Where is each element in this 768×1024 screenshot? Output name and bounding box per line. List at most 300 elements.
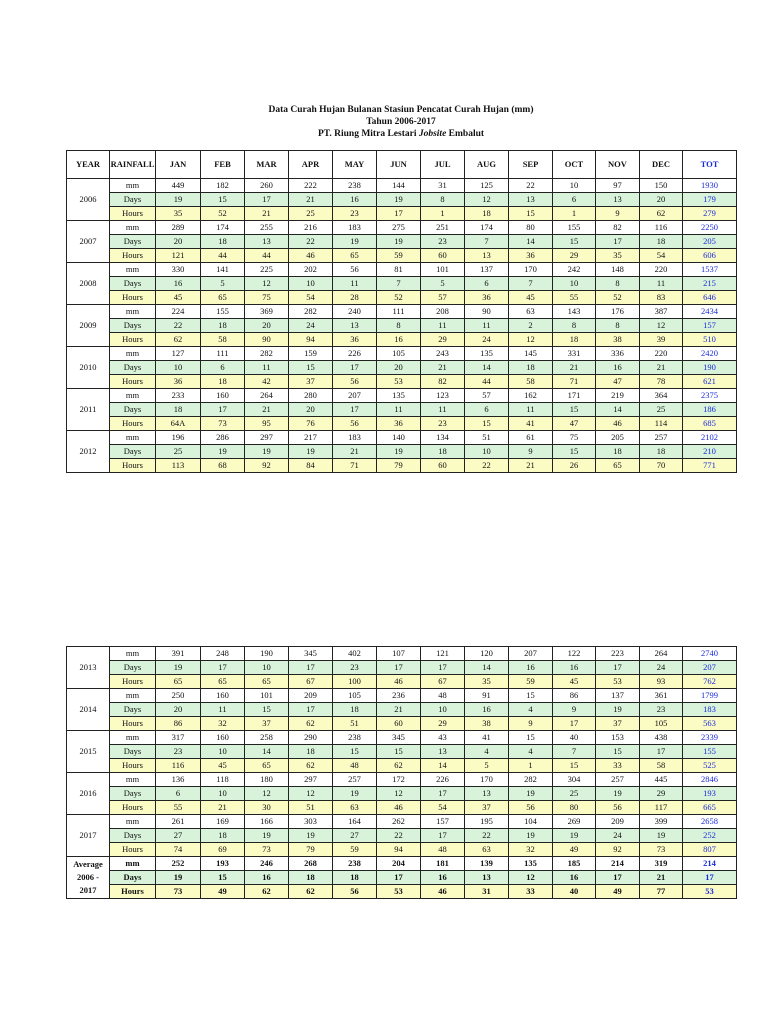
value-cell: 18 [333, 703, 377, 717]
rainfall-label: Hours [110, 333, 156, 347]
value-cell: 12 [377, 787, 421, 801]
value-cell: 260 [245, 179, 289, 193]
value-cell: 11 [421, 319, 465, 333]
value-cell: 205 [596, 431, 640, 445]
value-cell: 155 [553, 221, 596, 235]
rainfall-label: mm [110, 347, 156, 361]
value-cell: 17 [421, 787, 465, 801]
value-cell: 361 [640, 689, 683, 703]
value-cell: 1 [553, 207, 596, 221]
table-row [67, 263, 737, 277]
value-cell: 226 [421, 773, 465, 787]
value-cell: 195 [465, 815, 509, 829]
table-row [67, 731, 737, 745]
header-may: MAY [333, 151, 377, 179]
rainfall-label: mm [110, 221, 156, 235]
rainfall-label: mm [110, 857, 156, 871]
average-year-cell [67, 857, 110, 899]
value-cell: 18 [640, 445, 683, 459]
average-value-cell: 193 [201, 857, 245, 871]
header-row [67, 151, 737, 179]
value-cell: 13 [596, 193, 640, 207]
value-cell: 56 [333, 375, 377, 389]
value-cell: 331 [553, 347, 596, 361]
total-cell: 563 [683, 717, 737, 731]
header-dec: DEC [640, 151, 683, 179]
table-row [67, 689, 737, 703]
value-cell: 15 [553, 445, 596, 459]
value-cell: 172 [377, 773, 421, 787]
value-cell: 91 [465, 689, 509, 703]
value-cell: 17 [245, 193, 289, 207]
rainfall-label: Days [110, 235, 156, 249]
value-cell: 121 [156, 249, 201, 263]
value-cell: 19 [289, 829, 333, 843]
value-cell: 21 [421, 361, 465, 375]
value-cell: 155 [201, 305, 245, 319]
rainfall-label: Hours [110, 207, 156, 221]
value-cell: 150 [640, 179, 683, 193]
year-cell: 2010 [67, 347, 110, 389]
value-cell: 164 [333, 815, 377, 829]
value-cell: 37 [596, 717, 640, 731]
title-line-3-prefix: PT. Riung Mitra Lestari [317, 129, 419, 139]
value-cell: 15 [465, 417, 509, 431]
total-cell: 215 [683, 277, 737, 291]
value-cell: 21 [201, 801, 245, 815]
value-cell: 7 [465, 235, 509, 249]
value-cell: 111 [377, 305, 421, 319]
total-cell: 205 [683, 235, 737, 249]
value-cell: 21 [640, 361, 683, 375]
value-cell: 264 [640, 647, 683, 661]
rainfall-table-2006-2012 [66, 150, 737, 473]
year-cell: 2008 [67, 263, 110, 305]
header-tot: TOT [683, 151, 737, 179]
value-cell: 35 [465, 675, 509, 689]
value-cell: 116 [156, 759, 201, 773]
value-cell: 47 [596, 375, 640, 389]
value-cell: 19 [640, 829, 683, 843]
year-cell: 2007 [67, 221, 110, 263]
value-cell: 250 [156, 689, 201, 703]
value-cell: 243 [421, 347, 465, 361]
value-cell: 207 [333, 389, 377, 403]
value-cell: 208 [421, 305, 465, 319]
value-cell: 217 [289, 431, 333, 445]
value-cell: 46 [596, 417, 640, 431]
value-cell: 282 [509, 773, 553, 787]
value-cell: 41 [509, 417, 553, 431]
average-value-cell: 16 [421, 871, 465, 885]
title-line-3-italic: Jobsite [418, 129, 447, 139]
value-cell: 14 [421, 759, 465, 773]
value-cell: 122 [553, 647, 596, 661]
value-cell: 63 [509, 305, 553, 319]
value-cell: 23 [333, 661, 377, 675]
value-cell: 82 [596, 221, 640, 235]
value-cell: 53 [377, 375, 421, 389]
value-cell: 111 [201, 347, 245, 361]
average-total-cell: 53 [683, 885, 737, 899]
value-cell: 65 [245, 759, 289, 773]
rainfall-label: Hours [110, 375, 156, 389]
value-cell: 60 [377, 717, 421, 731]
value-cell: 257 [640, 431, 683, 445]
value-cell: 176 [596, 305, 640, 319]
average-value-cell: 16 [245, 871, 289, 885]
value-cell: 2 [509, 319, 553, 333]
value-cell: 63 [465, 843, 509, 857]
average-value-cell: 18 [333, 871, 377, 885]
value-cell: 15 [245, 703, 289, 717]
value-cell: 54 [640, 249, 683, 263]
total-cell: 807 [683, 843, 737, 857]
value-cell: 17 [596, 235, 640, 249]
value-cell: 160 [201, 731, 245, 745]
value-cell: 4 [509, 745, 553, 759]
value-cell: 12 [465, 193, 509, 207]
value-cell: 143 [553, 305, 596, 319]
average-value-cell: 49 [201, 885, 245, 899]
value-cell: 25 [553, 787, 596, 801]
value-cell: 17 [596, 661, 640, 675]
average-year-line: Average [73, 859, 103, 869]
average-value-cell: 185 [553, 857, 596, 871]
value-cell: 55 [156, 801, 201, 815]
value-cell: 73 [201, 417, 245, 431]
table-row [67, 759, 737, 773]
value-cell: 37 [289, 375, 333, 389]
value-cell: 43 [421, 731, 465, 745]
value-cell: 73 [640, 843, 683, 857]
total-cell: 2339 [683, 731, 737, 745]
value-cell: 166 [245, 815, 289, 829]
value-cell: 32 [201, 717, 245, 731]
average-value-cell: 18 [289, 871, 333, 885]
value-cell: 29 [640, 787, 683, 801]
value-cell: 39 [640, 333, 683, 347]
value-cell: 24 [289, 319, 333, 333]
value-cell: 45 [553, 675, 596, 689]
value-cell: 6 [156, 787, 201, 801]
value-cell: 153 [596, 731, 640, 745]
rainfall-label: mm [110, 431, 156, 445]
value-cell: 289 [156, 221, 201, 235]
value-cell: 48 [421, 843, 465, 857]
value-cell: 25 [640, 403, 683, 417]
year-cell: 2013 [67, 647, 110, 689]
rainfall-label: Days [110, 361, 156, 375]
value-cell: 25 [156, 445, 201, 459]
value-cell: 258 [245, 731, 289, 745]
table-row [67, 717, 737, 731]
value-cell: 62 [377, 759, 421, 773]
value-cell: 180 [245, 773, 289, 787]
value-cell: 174 [201, 221, 245, 235]
value-cell: 10 [201, 787, 245, 801]
average-value-cell: 15 [201, 871, 245, 885]
total-cell: 1537 [683, 263, 737, 277]
average-value-cell: 17 [377, 871, 421, 885]
total-cell: 771 [683, 459, 737, 473]
value-cell: 22 [377, 829, 421, 843]
rainfall-label: mm [110, 731, 156, 745]
value-cell: 242 [553, 263, 596, 277]
value-cell: 36 [509, 249, 553, 263]
value-cell: 4 [465, 745, 509, 759]
rainfall-label: Days [110, 277, 156, 291]
rainfall-label: Days [110, 319, 156, 333]
value-cell: 22 [509, 179, 553, 193]
average-value-cell: 246 [245, 857, 289, 871]
value-cell: 264 [245, 389, 289, 403]
value-cell: 399 [640, 815, 683, 829]
value-cell: 53 [596, 675, 640, 689]
value-cell: 92 [596, 843, 640, 857]
rainfall-label: Hours [110, 885, 156, 899]
table-row [67, 347, 737, 361]
value-cell: 10 [465, 445, 509, 459]
average-value-cell: 16 [553, 871, 596, 885]
value-cell: 67 [289, 675, 333, 689]
value-cell: 19 [377, 193, 421, 207]
value-cell: 190 [245, 647, 289, 661]
value-cell: 56 [596, 801, 640, 815]
value-cell: 22 [289, 235, 333, 249]
value-cell: 18 [421, 445, 465, 459]
total-cell: 207 [683, 661, 737, 675]
value-cell: 251 [421, 221, 465, 235]
value-cell: 445 [640, 773, 683, 787]
value-cell: 15 [201, 193, 245, 207]
value-cell: 226 [333, 347, 377, 361]
average-year-line: 2006 - [77, 872, 99, 882]
value-cell: 24 [465, 333, 509, 347]
value-cell: 19 [333, 787, 377, 801]
value-cell: 116 [640, 221, 683, 235]
average-value-cell: 31 [465, 885, 509, 899]
value-cell: 207 [509, 647, 553, 661]
value-cell: 18 [640, 235, 683, 249]
rainfall-label: Hours [110, 417, 156, 431]
average-value-cell: 139 [465, 857, 509, 871]
value-cell: 36 [465, 291, 509, 305]
value-cell: 336 [596, 347, 640, 361]
value-cell: 40 [553, 731, 596, 745]
value-cell: 304 [553, 773, 596, 787]
value-cell: 145 [509, 347, 553, 361]
rainfall-label: mm [110, 689, 156, 703]
total-cell: 179 [683, 193, 737, 207]
value-cell: 19 [596, 787, 640, 801]
value-cell: 17 [377, 661, 421, 675]
rainfall-label: mm [110, 305, 156, 319]
value-cell: 92 [245, 459, 289, 473]
average-value-cell: 73 [156, 885, 201, 899]
value-cell: 21 [377, 703, 421, 717]
value-cell: 10 [201, 745, 245, 759]
rainfall-label: Days [110, 403, 156, 417]
year-cell: 2011 [67, 389, 110, 431]
value-cell: 121 [421, 647, 465, 661]
value-cell: 14 [509, 235, 553, 249]
value-cell: 364 [640, 389, 683, 403]
value-cell: 345 [289, 647, 333, 661]
table-row [67, 193, 737, 207]
table-row [67, 375, 737, 389]
value-cell: 74 [156, 843, 201, 857]
rainfall-label: Hours [110, 675, 156, 689]
value-cell: 11 [640, 277, 683, 291]
value-cell: 5 [421, 277, 465, 291]
value-cell: 16 [156, 277, 201, 291]
value-cell: 13 [465, 249, 509, 263]
value-cell: 8 [596, 277, 640, 291]
value-cell: 75 [245, 291, 289, 305]
value-cell: 6 [201, 361, 245, 375]
total-cell: 685 [683, 417, 737, 431]
value-cell: 10 [421, 703, 465, 717]
value-cell: 303 [289, 815, 333, 829]
value-cell: 18 [509, 361, 553, 375]
total-cell: 155 [683, 745, 737, 759]
value-cell: 238 [333, 179, 377, 193]
value-cell: 9 [509, 717, 553, 731]
value-cell: 32 [509, 843, 553, 857]
value-cell: 62 [289, 717, 333, 731]
value-cell: 220 [640, 347, 683, 361]
value-cell: 54 [421, 801, 465, 815]
total-cell: 157 [683, 319, 737, 333]
value-cell: 44 [245, 249, 289, 263]
value-cell: 80 [509, 221, 553, 235]
value-cell: 5 [201, 277, 245, 291]
value-cell: 19 [596, 703, 640, 717]
value-cell: 9 [509, 445, 553, 459]
value-cell: 209 [596, 815, 640, 829]
value-cell: 9 [553, 703, 596, 717]
value-cell: 209 [289, 689, 333, 703]
value-cell: 41 [465, 731, 509, 745]
value-cell: 17 [333, 403, 377, 417]
average-total-cell: 17 [683, 871, 737, 885]
value-cell: 169 [201, 815, 245, 829]
total-cell: 646 [683, 291, 737, 305]
value-cell: 15 [377, 745, 421, 759]
table-row [67, 179, 737, 193]
value-cell: 59 [509, 675, 553, 689]
average-value-cell: 46 [421, 885, 465, 899]
value-cell: 135 [377, 389, 421, 403]
value-cell: 17 [377, 207, 421, 221]
value-cell: 134 [421, 431, 465, 445]
average-value-cell: 62 [245, 885, 289, 899]
value-cell: 19 [245, 829, 289, 843]
table-row [67, 333, 737, 347]
table-row [67, 319, 737, 333]
value-cell: 24 [596, 829, 640, 843]
value-cell: 17 [553, 717, 596, 731]
value-cell: 297 [245, 431, 289, 445]
header-jan: JAN [156, 151, 201, 179]
value-cell: 36 [333, 333, 377, 347]
value-cell: 38 [465, 717, 509, 731]
value-cell: 100 [333, 675, 377, 689]
value-cell: 330 [156, 263, 201, 277]
value-cell: 248 [201, 647, 245, 661]
value-cell: 15 [509, 207, 553, 221]
value-cell: 20 [156, 235, 201, 249]
value-cell: 47 [553, 417, 596, 431]
value-cell: 65 [333, 249, 377, 263]
value-cell: 17 [289, 703, 333, 717]
value-cell: 257 [333, 773, 377, 787]
value-cell: 14 [465, 661, 509, 675]
value-cell: 9 [596, 207, 640, 221]
value-cell: 183 [333, 431, 377, 445]
value-cell: 95 [245, 417, 289, 431]
table-row [67, 403, 737, 417]
value-cell: 261 [156, 815, 201, 829]
value-cell: 11 [465, 319, 509, 333]
value-cell: 16 [465, 703, 509, 717]
table-row [67, 277, 737, 291]
value-cell: 71 [553, 375, 596, 389]
total-cell: 210 [683, 445, 737, 459]
total-cell: 2250 [683, 221, 737, 235]
table-row [67, 291, 737, 305]
value-cell: 23 [640, 703, 683, 717]
rainfall-label: Days [110, 787, 156, 801]
total-cell: 1930 [683, 179, 737, 193]
value-cell: 19 [201, 445, 245, 459]
value-cell: 69 [201, 843, 245, 857]
average-value-cell: 181 [421, 857, 465, 871]
value-cell: 62 [156, 333, 201, 347]
value-cell: 17 [421, 829, 465, 843]
value-cell: 286 [201, 431, 245, 445]
table-row [67, 815, 737, 829]
value-cell: 11 [421, 403, 465, 417]
value-cell: 19 [553, 829, 596, 843]
value-cell: 123 [421, 389, 465, 403]
table-row [67, 773, 737, 787]
value-cell: 48 [333, 759, 377, 773]
value-cell: 14 [465, 361, 509, 375]
value-cell: 290 [289, 731, 333, 745]
value-cell: 58 [640, 759, 683, 773]
total-cell: 193 [683, 787, 737, 801]
table-row [67, 647, 737, 661]
value-cell: 35 [596, 249, 640, 263]
value-cell: 220 [640, 263, 683, 277]
header-mar: MAR [245, 151, 289, 179]
value-cell: 67 [421, 675, 465, 689]
value-cell: 20 [156, 703, 201, 717]
value-cell: 18 [156, 403, 201, 417]
value-cell: 65 [201, 291, 245, 305]
rainfall-label: Days [110, 829, 156, 843]
rainfall-label: mm [110, 815, 156, 829]
average-value-cell: 13 [465, 871, 509, 885]
average-value-cell: 40 [553, 885, 596, 899]
value-cell: 21 [245, 207, 289, 221]
value-cell: 402 [333, 647, 377, 661]
table-row [67, 459, 737, 473]
total-cell: 2740 [683, 647, 737, 661]
table-row [67, 305, 737, 319]
